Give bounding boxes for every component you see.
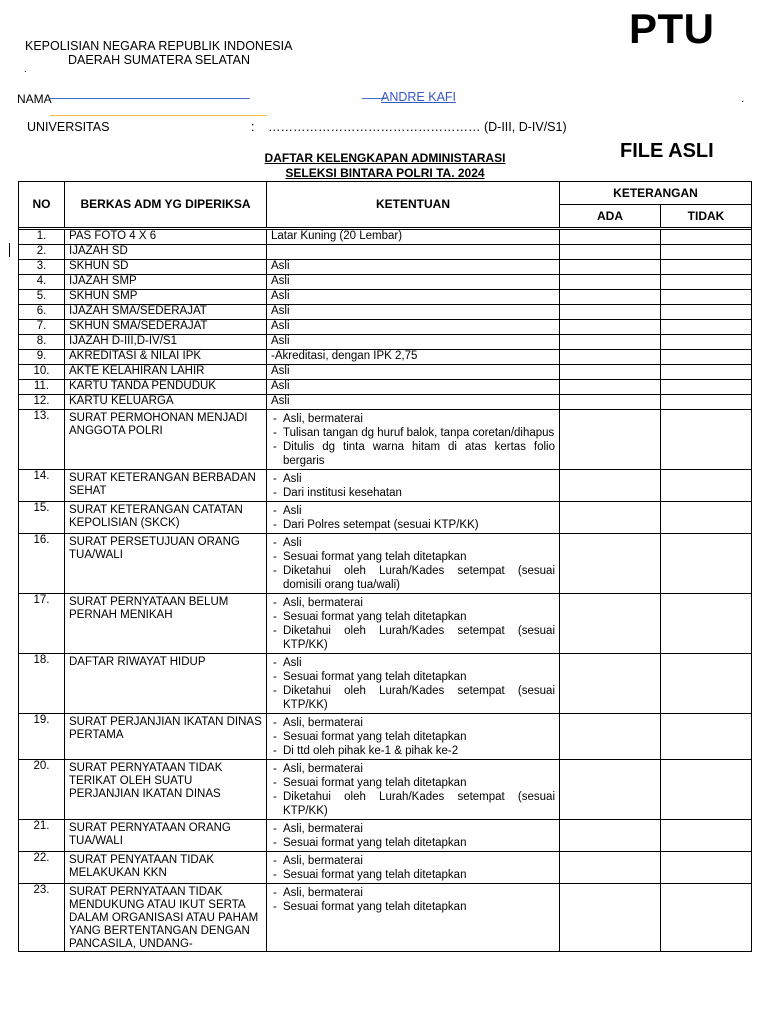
row-ada-checkbox[interactable] xyxy=(560,820,661,852)
row-ada-checkbox[interactable] xyxy=(560,852,661,884)
table-row xyxy=(19,502,752,534)
table-row xyxy=(19,534,752,594)
row-ada-checkbox[interactable] xyxy=(560,365,661,380)
row-tidak-checkbox[interactable] xyxy=(661,410,752,470)
row-ketentuan xyxy=(267,654,560,714)
row-number: 13. xyxy=(19,410,65,470)
row-berkas: DAFTAR RIWAYAT HIDUP xyxy=(65,654,267,714)
row-tidak-checkbox[interactable] xyxy=(661,350,752,365)
ketentuan-item: - Asli, bermaterai xyxy=(273,412,555,426)
ketentuan-list xyxy=(267,714,559,759)
row-ketentuan xyxy=(267,502,560,534)
ketentuan-item: - Dari Polres setempat (sesuai KTP/KK) xyxy=(273,518,555,532)
row-ketentuan: Asli xyxy=(267,335,560,350)
ketentuan-item: - Asli xyxy=(273,536,555,550)
ketentuan-list xyxy=(267,884,559,915)
table-row xyxy=(19,365,752,380)
ketentuan-item: - Asli xyxy=(273,504,555,518)
ketentuan-item: - Diketahui oleh Lurah/Kades setempat (sesuai KTP/KK) xyxy=(273,790,555,818)
ketentuan-list xyxy=(267,594,559,653)
row-tidak-checkbox[interactable] xyxy=(661,305,752,320)
row-berkas: KARTU TANDA PENDUDUK xyxy=(65,380,267,395)
row-ada-checkbox[interactable] xyxy=(560,245,661,260)
table-row xyxy=(19,470,752,502)
row-berkas: PAS FOTO 4 X 6 xyxy=(65,230,267,245)
row-berkas: SKHUN SMA/SEDERAJAT xyxy=(65,320,267,335)
table-row xyxy=(19,290,752,305)
row-ketentuan: Asli xyxy=(267,365,560,380)
row-ada-checkbox[interactable] xyxy=(560,594,661,654)
table-row xyxy=(19,245,752,260)
row-tidak-checkbox[interactable] xyxy=(661,594,752,654)
row-berkas: AKTE KELAHIRAN LAHIR xyxy=(65,365,267,380)
row-tidak-checkbox[interactable] xyxy=(661,534,752,594)
header-no: NO xyxy=(19,182,65,228)
row-ketentuan: -Akreditasi, dengan IPK 2,75 xyxy=(267,350,560,365)
ketentuan-item: - Diketahui oleh Lurah/Kades setempat (sesuai KTP/KK) xyxy=(273,684,555,712)
nama-value[interactable]: ANDRE KAFI xyxy=(381,90,457,104)
row-ketentuan: Asli xyxy=(267,275,560,290)
row-ada-checkbox[interactable] xyxy=(560,654,661,714)
universitas-label: UNIVERSITAS xyxy=(27,120,110,134)
ketentuan-list xyxy=(267,852,559,883)
row-berkas: SURAT PENYATAAN TIDAK MELAKUKAN KKN xyxy=(65,852,267,884)
header-ketentuan: KETENTUAN xyxy=(267,182,560,228)
row-ketentuan: Asli xyxy=(267,260,560,275)
row-tidak-checkbox[interactable] xyxy=(661,245,752,260)
nama-label: NAMA xyxy=(17,92,52,106)
row-tidak-checkbox[interactable] xyxy=(661,470,752,502)
row-number: 1. xyxy=(19,230,65,245)
row-number: 15. xyxy=(19,502,65,534)
table-row xyxy=(19,305,752,320)
header-keterangan: KETERANGAN xyxy=(560,182,752,205)
row-ketentuan xyxy=(267,884,560,952)
row-tidak-checkbox[interactable] xyxy=(661,884,752,952)
table-row xyxy=(19,230,752,245)
row-ketentuan xyxy=(267,245,560,260)
checklist-table xyxy=(18,181,752,952)
row-number: 6. xyxy=(19,305,65,320)
table-row xyxy=(19,852,752,884)
row-berkas: SURAT PERNYATAAN TIDAK MENDUKUNG ATAU IKUT SERTA DALAM ORGANISASI ATAU PAHAM YANG BERTENTANGAN DENGAN PANCASILA, UNDANG- xyxy=(65,884,267,952)
row-ada-checkbox[interactable] xyxy=(560,275,661,290)
row-berkas: SURAT PERMOHONAN MENJADI ANGGOTA POLRI xyxy=(65,410,267,470)
row-ada-checkbox[interactable] xyxy=(560,395,661,410)
header-tidak: TIDAK xyxy=(661,205,752,228)
row-ada-checkbox[interactable] xyxy=(560,350,661,365)
row-ada-checkbox[interactable] xyxy=(560,260,661,275)
ketentuan-item: - Sesuai format yang telah ditetapkan xyxy=(273,776,555,790)
ketentuan-item: - Sesuai format yang telah ditetapkan xyxy=(273,730,555,744)
row-berkas: SURAT PERNYATAAN BELUM PERNAH MENIKAH xyxy=(65,594,267,654)
ketentuan-item: - Sesuai format yang telah ditetapkan xyxy=(273,610,555,624)
institution-header xyxy=(25,39,292,67)
row-ada-checkbox[interactable] xyxy=(560,335,661,350)
ketentuan-item: - Ditulis dg tinta warna hitam di atas kertas folio bergaris xyxy=(273,440,555,468)
row-ada-checkbox[interactable] xyxy=(560,502,661,534)
row-tidak-checkbox[interactable] xyxy=(661,260,752,275)
ketentuan-item: - Asli, bermaterai xyxy=(273,596,555,610)
table-row xyxy=(19,654,752,714)
row-tidak-checkbox[interactable] xyxy=(661,395,752,410)
row-berkas: SURAT PERSETUJUAN ORANG TUA/WALI xyxy=(65,534,267,594)
row-number: 9. xyxy=(19,350,65,365)
row-ada-checkbox[interactable] xyxy=(560,470,661,502)
row-ketentuan xyxy=(267,410,560,470)
row-number: 20. xyxy=(19,760,65,820)
row-ketentuan xyxy=(267,470,560,502)
ketentuan-item: - Asli, bermaterai xyxy=(273,822,555,836)
institution-line1: KEPOLISIAN NEGARA REPUBLIK INDONESIA xyxy=(25,39,293,53)
row-berkas: SKHUN SD xyxy=(65,260,267,275)
row-ketentuan: Asli xyxy=(267,395,560,410)
row-tidak-checkbox[interactable] xyxy=(661,502,752,534)
row-ketentuan: Latar Kuning (20 Lembar) xyxy=(267,230,560,245)
universitas-field[interactable]: …………………………………………… (D-III, D-IV/S1) xyxy=(268,120,567,134)
ketentuan-item: - Diketahui oleh Lurah/Kades setempat (sesuai domisili orang tua/wali) xyxy=(273,564,555,592)
row-tidak-checkbox[interactable] xyxy=(661,365,752,380)
ketentuan-item: - Sesuai format yang telah ditetapkan xyxy=(273,670,555,684)
row-ketentuan: Asli xyxy=(267,305,560,320)
institution-line2: DAERAH SUMATERA SELATAN xyxy=(68,53,250,67)
nama-highlight-line xyxy=(50,115,267,116)
row-number: 18. xyxy=(19,654,65,714)
row-ketentuan xyxy=(267,594,560,654)
ketentuan-item: - Sesuai format yang telah ditetapkan xyxy=(273,550,555,564)
row-tidak-checkbox[interactable] xyxy=(661,852,752,884)
table-row xyxy=(19,410,752,470)
checklist-rows xyxy=(19,230,752,952)
row-tidak-checkbox[interactable] xyxy=(661,230,752,245)
universitas-colon: : xyxy=(251,120,255,134)
ketentuan-list xyxy=(267,502,559,533)
row-ada-checkbox[interactable] xyxy=(560,534,661,594)
document-title-line2: SELEKSI BINTARA POLRI TA. 2024 xyxy=(285,166,485,180)
row-number: 2. xyxy=(19,245,65,260)
row-berkas: SURAT KETERANGAN BERBADAN SEHAT xyxy=(65,470,267,502)
row-ketentuan xyxy=(267,534,560,594)
row-berkas: SURAT PERNYATAAN TIDAK TERIKAT OLEH SUATU PERJANJIAN IKATAN DINAS xyxy=(65,760,267,820)
row-berkas: SURAT PERNYATAAN ORANG TUA/WALI xyxy=(65,820,267,852)
row-tidak-checkbox[interactable] xyxy=(661,760,752,820)
row-ketentuan xyxy=(267,714,560,760)
document-title-line1: DAFTAR KELENGKAPAN ADMINISTARASI xyxy=(264,151,506,165)
table-row xyxy=(19,760,752,820)
ketentuan-list xyxy=(267,760,559,819)
ketentuan-item: - Asli xyxy=(273,656,555,670)
row-berkas: SURAT PERJANJIAN IKATAN DINAS PERTAMA xyxy=(65,714,267,760)
table-row xyxy=(19,884,752,952)
row-berkas: SKHUN SMP xyxy=(65,290,267,305)
ketentuan-list xyxy=(267,534,559,593)
row-ada-checkbox[interactable] xyxy=(560,760,661,820)
row-number: 14. xyxy=(19,470,65,502)
row-number: 21. xyxy=(19,820,65,852)
ketentuan-list xyxy=(267,470,559,501)
ketentuan-item: - Asli, bermaterai xyxy=(273,886,555,900)
ketentuan-list xyxy=(267,820,559,851)
ketentuan-item: - Asli, bermaterai xyxy=(273,854,555,868)
row-ketentuan: Asli xyxy=(267,320,560,335)
row-tidak-checkbox[interactable] xyxy=(661,275,752,290)
row-tidak-checkbox[interactable] xyxy=(661,290,752,305)
table-row xyxy=(19,395,752,410)
table-row xyxy=(19,275,752,290)
table-row xyxy=(19,320,752,335)
row-ketentuan: Asli xyxy=(267,290,560,305)
row-ketentuan xyxy=(267,760,560,820)
row-tidak-checkbox[interactable] xyxy=(661,820,752,852)
row-tidak-checkbox[interactable] xyxy=(661,654,752,714)
row-number: 16. xyxy=(19,534,65,594)
row-berkas: KARTU KELUARGA xyxy=(65,395,267,410)
row-number: 7. xyxy=(19,320,65,335)
row-number: 8. xyxy=(19,335,65,350)
table-row xyxy=(19,335,752,350)
ketentuan-list xyxy=(267,410,559,469)
table-row xyxy=(19,820,752,852)
row-berkas: AKREDITASI & NILAI IPK xyxy=(65,350,267,365)
row-berkas: SURAT KETERANGAN CATATAN KEPOLISIAN (SKCK) xyxy=(65,502,267,534)
row-tidak-checkbox[interactable] xyxy=(661,380,752,395)
row-number: 23. xyxy=(19,884,65,952)
row-ada-checkbox[interactable] xyxy=(560,305,661,320)
table-row xyxy=(19,594,752,654)
table-row xyxy=(19,260,752,275)
table-row xyxy=(19,714,752,760)
row-number: 3. xyxy=(19,260,65,275)
row-number: 19. xyxy=(19,714,65,760)
ketentuan-item: - Asli xyxy=(273,472,555,486)
margin-mark xyxy=(9,243,10,257)
row-number: 10. xyxy=(19,365,65,380)
ketentuan-item: - Asli, bermaterai xyxy=(273,762,555,776)
row-ketentuan xyxy=(267,820,560,852)
ketentuan-item: - Sesuai format yang telah ditetapkan xyxy=(273,900,555,914)
table-row xyxy=(19,380,752,395)
row-berkas: IJAZAH D-III,D-IV/S1 xyxy=(65,335,267,350)
nama-underline xyxy=(50,98,250,99)
ketentuan-item: - Asli, bermaterai xyxy=(273,716,555,730)
row-ada-checkbox[interactable] xyxy=(560,290,661,305)
row-ada-checkbox[interactable] xyxy=(560,714,661,760)
ketentuan-item: - Diketahui oleh Lurah/Kades setempat (sesuai KTP/KK) xyxy=(273,624,555,652)
row-number: 11. xyxy=(19,380,65,395)
row-berkas: IJAZAH SD xyxy=(65,245,267,260)
stray-dot: . xyxy=(24,64,27,75)
file-asli-label: FILE ASLI xyxy=(620,140,714,162)
row-ketentuan xyxy=(267,852,560,884)
row-ada-checkbox[interactable] xyxy=(560,320,661,335)
ptu-label: PTU xyxy=(629,5,715,52)
ketentuan-list xyxy=(267,654,559,713)
header-berkas: BERKAS ADM YG DIPERIKSA xyxy=(65,182,267,228)
row-berkas: IJAZAH SMP xyxy=(65,275,267,290)
row-tidak-checkbox[interactable] xyxy=(661,320,752,335)
ketentuan-item: - Dari institusi kesehatan xyxy=(273,486,555,500)
ketentuan-item: - Di ttd oleh pihak ke-1 & pihak ke-2 xyxy=(273,744,555,758)
row-number: 12. xyxy=(19,395,65,410)
nama-end-dot: . xyxy=(741,91,745,105)
ketentuan-item: - Sesuai format yang telah ditetapkan xyxy=(273,868,555,882)
row-ada-checkbox[interactable] xyxy=(560,230,661,245)
table-row xyxy=(19,350,752,365)
ketentuan-item: - Sesuai format yang telah ditetapkan xyxy=(273,836,555,850)
row-number: 17. xyxy=(19,594,65,654)
row-ada-checkbox[interactable] xyxy=(560,380,661,395)
row-berkas: IJAZAH SMA/SEDERAJAT xyxy=(65,305,267,320)
row-ada-checkbox[interactable] xyxy=(560,884,661,952)
row-number: 4. xyxy=(19,275,65,290)
row-ketentuan: Asli xyxy=(267,380,560,395)
row-tidak-checkbox[interactable] xyxy=(661,714,752,760)
row-tidak-checkbox[interactable] xyxy=(661,335,752,350)
row-number: 22. xyxy=(19,852,65,884)
ketentuan-item: - Tulisan tangan dg huruf balok, tanpa coretan/dihapus xyxy=(273,426,555,440)
header-ada: ADA xyxy=(560,205,661,228)
row-ada-checkbox[interactable] xyxy=(560,410,661,470)
row-number: 5. xyxy=(19,290,65,305)
